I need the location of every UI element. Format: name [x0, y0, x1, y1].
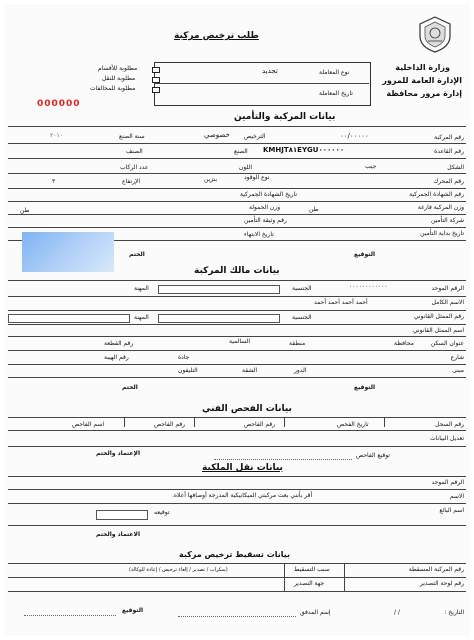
license-label: الترخيص — [244, 133, 266, 140]
fines-checkbox[interactable] — [152, 67, 160, 73]
avenue-label: جادة — [178, 354, 190, 361]
ins-end-label: تاريخ الانتهاء — [244, 231, 274, 238]
cancel-date-value[interactable]: / / — [394, 609, 400, 616]
base-label: رقم القاعدة — [434, 148, 464, 155]
transfer-checkbox[interactable] — [152, 77, 160, 83]
cancel-reason-label: سبب التسقيط — [294, 566, 330, 573]
examiner-no-label: رقم الفاحص — [244, 421, 276, 428]
class-label: الصنف — [126, 148, 143, 155]
nationality-field[interactable] — [158, 285, 280, 294]
rep-nationality-field[interactable] — [158, 314, 280, 323]
legal-name-label: اسم الممثل القانوني — [412, 327, 464, 334]
area-label: منطقة — [289, 340, 306, 347]
license-value[interactable]: خصوصي — [204, 131, 230, 139]
fullname-value[interactable]: أحمد أحمد أحمد أحمد — [314, 299, 368, 306]
load-weight-unit: طن — [20, 207, 30, 214]
plate-value[interactable]: ٠٠/٠٠٠٠٠ — [340, 132, 369, 140]
rep-nationality-label: الجنسية — [292, 314, 312, 321]
shape-value[interactable]: جيب — [365, 163, 377, 170]
form-title: طلب ترخيص مركبة — [174, 31, 259, 41]
vehicle-section-title: بيانات المركبة والتأمين — [234, 112, 336, 122]
profession-top-label: المهنة — [134, 285, 149, 292]
building-label: مبنى — [452, 367, 464, 374]
vehicle-signature-label: التوقيع — [354, 251, 375, 258]
export-plate-label: رقم لوحة التصدير — [419, 580, 464, 587]
engine-label: رقم المحرك — [433, 178, 464, 185]
cancel-reason-options: (سكراب / تصدير / إلغاء ترخيص / إعادة للوكالة) — [129, 567, 228, 573]
fuel-label: نوع الوقود — [244, 174, 270, 181]
exam-date-label: تاريخ الفحص — [337, 421, 369, 428]
cancelled-plate-label: رقم المركبة المسقطة — [408, 566, 464, 573]
customs-no-label: رقم الشهادة الجمركية — [409, 191, 464, 198]
phone-label: التليفون — [178, 367, 198, 374]
seats-label: عدد الركاب — [120, 164, 149, 171]
transfer-section-title: بيانات نقل الملكية — [202, 463, 283, 473]
transaction-type-label: نوع المعاملة — [319, 69, 350, 76]
branch-name: إدارة مرور محافظة — [386, 89, 462, 98]
seller-signature-label: توقيعه — [154, 509, 170, 516]
base-value[interactable]: KMHJT٨١EYGU٠٠٠٠٠٠ — [263, 146, 345, 154]
inspection-section-title: بيانات الفحص الفني — [202, 404, 292, 414]
profession-field[interactable] — [8, 314, 130, 323]
seller-name-label: اسم البائع — [439, 507, 464, 514]
block-label: رقم القطعة — [104, 340, 134, 347]
form-page — [4, 4, 470, 636]
area-value[interactable]: السالمية — [229, 338, 250, 345]
governorate-label: محافظة — [394, 340, 414, 347]
cancel-date-label: التاريخ : — [444, 609, 464, 616]
height-value[interactable]: ٣ — [52, 178, 56, 185]
owner-signature-label: التوقيع — [354, 384, 375, 391]
cancel-signature-label: التوقيع — [122, 607, 143, 614]
year-value[interactable]: ٢٠١٠ — [50, 132, 63, 139]
fines-label: مطلوبة للأقسام — [98, 65, 138, 72]
examiner-signature-label: توقيع الفاحص — [356, 452, 390, 459]
nationality-label: الجنسية — [292, 285, 312, 292]
transaction-type-value[interactable]: تجديد — [262, 67, 278, 75]
violations-checkbox[interactable] — [152, 87, 160, 93]
transaction-date-label: تاريخ المعاملة — [319, 90, 353, 97]
department-name: الإدارة العامة للمرور — [382, 76, 462, 85]
fullname-label: الاسم الكامل — [431, 299, 464, 306]
transfer-approval-label: الاعتماد والختم — [96, 531, 141, 538]
insurer-label: شركة التأمين — [430, 217, 464, 224]
export-destination-label: جهة التصدير — [294, 580, 325, 587]
plate-label: رقم المركبة — [434, 134, 464, 141]
empty-weight-label: وزن المركبة فارغة — [417, 204, 464, 211]
maker-label: الصنع — [234, 148, 248, 155]
redacted-photo — [22, 232, 114, 272]
policy-label: رقم وثيقة التأمين — [244, 217, 287, 224]
unified-no-value[interactable]: ٠٠٠٠٠٠٠٠٠٠٠٠ — [349, 283, 388, 290]
violations-label: مطلوبة للمخالفات — [90, 85, 136, 92]
empty-weight-unit: طن — [309, 206, 319, 213]
shape-label: الشكل — [447, 164, 464, 171]
transfer-unified-label: الرقم الموحد — [431, 479, 464, 486]
form-number: 000000 — [37, 99, 81, 109]
auditor-name-label: إسم المدقق — [300, 609, 331, 616]
data-edit-label: تعديل البيانات — [430, 435, 464, 442]
cancel-section-title: بيانات تسقيط ترخيص مركبة — [179, 550, 291, 559]
flat-label: الشقة — [242, 367, 258, 374]
unified-no-label: الرقم الموحد — [431, 285, 464, 292]
examiner-name-label: اسم الفاحص — [72, 421, 105, 428]
street-label: شارع — [450, 354, 464, 361]
profession-label: المهنة — [134, 314, 149, 321]
owner-section-title: بيانات مالك المركبة — [194, 266, 280, 276]
ins-start-label: تاريخ بداية التأمين — [420, 230, 464, 237]
height-label: الإرتفاع — [122, 178, 141, 185]
floor-label: الدور — [294, 367, 307, 374]
customs-date-label: تاريخ الشهادة الجمركية — [240, 191, 298, 198]
address-label: عنوان السكن — [430, 340, 464, 347]
inspector-no-label: رقم الفاحص — [154, 421, 186, 428]
kuwait-emblem-icon — [414, 14, 456, 54]
color-label: اللون — [239, 164, 252, 171]
record-no-label: رقم السجل — [435, 421, 464, 428]
sale-declaration: أقر بأنني بعت مركبتي الميكانيكية المدرجة أوصافها أعلاه. — [172, 492, 313, 499]
load-weight-label: وزن الحمولة — [249, 204, 281, 211]
vehicle-stamp-label: الختم — [129, 251, 145, 258]
transfer-name-label: الاسم — [449, 493, 464, 500]
owner-stamp-label: الختم — [122, 384, 138, 391]
fuel-value[interactable]: بنزين — [204, 176, 218, 183]
seller-signature-field[interactable] — [96, 510, 148, 520]
transfer-label: مطلوبة للنقل — [102, 75, 136, 82]
year-label: سنة الصنع — [119, 133, 145, 140]
inspection-approval-label: الإعتماد والختم — [96, 450, 141, 457]
ministry-name: وزارة الداخلية — [395, 63, 450, 72]
legal-rep-no-label: رقم الممثل القانوني — [413, 313, 464, 320]
mobile-label: رقم الهيبة — [104, 354, 129, 361]
